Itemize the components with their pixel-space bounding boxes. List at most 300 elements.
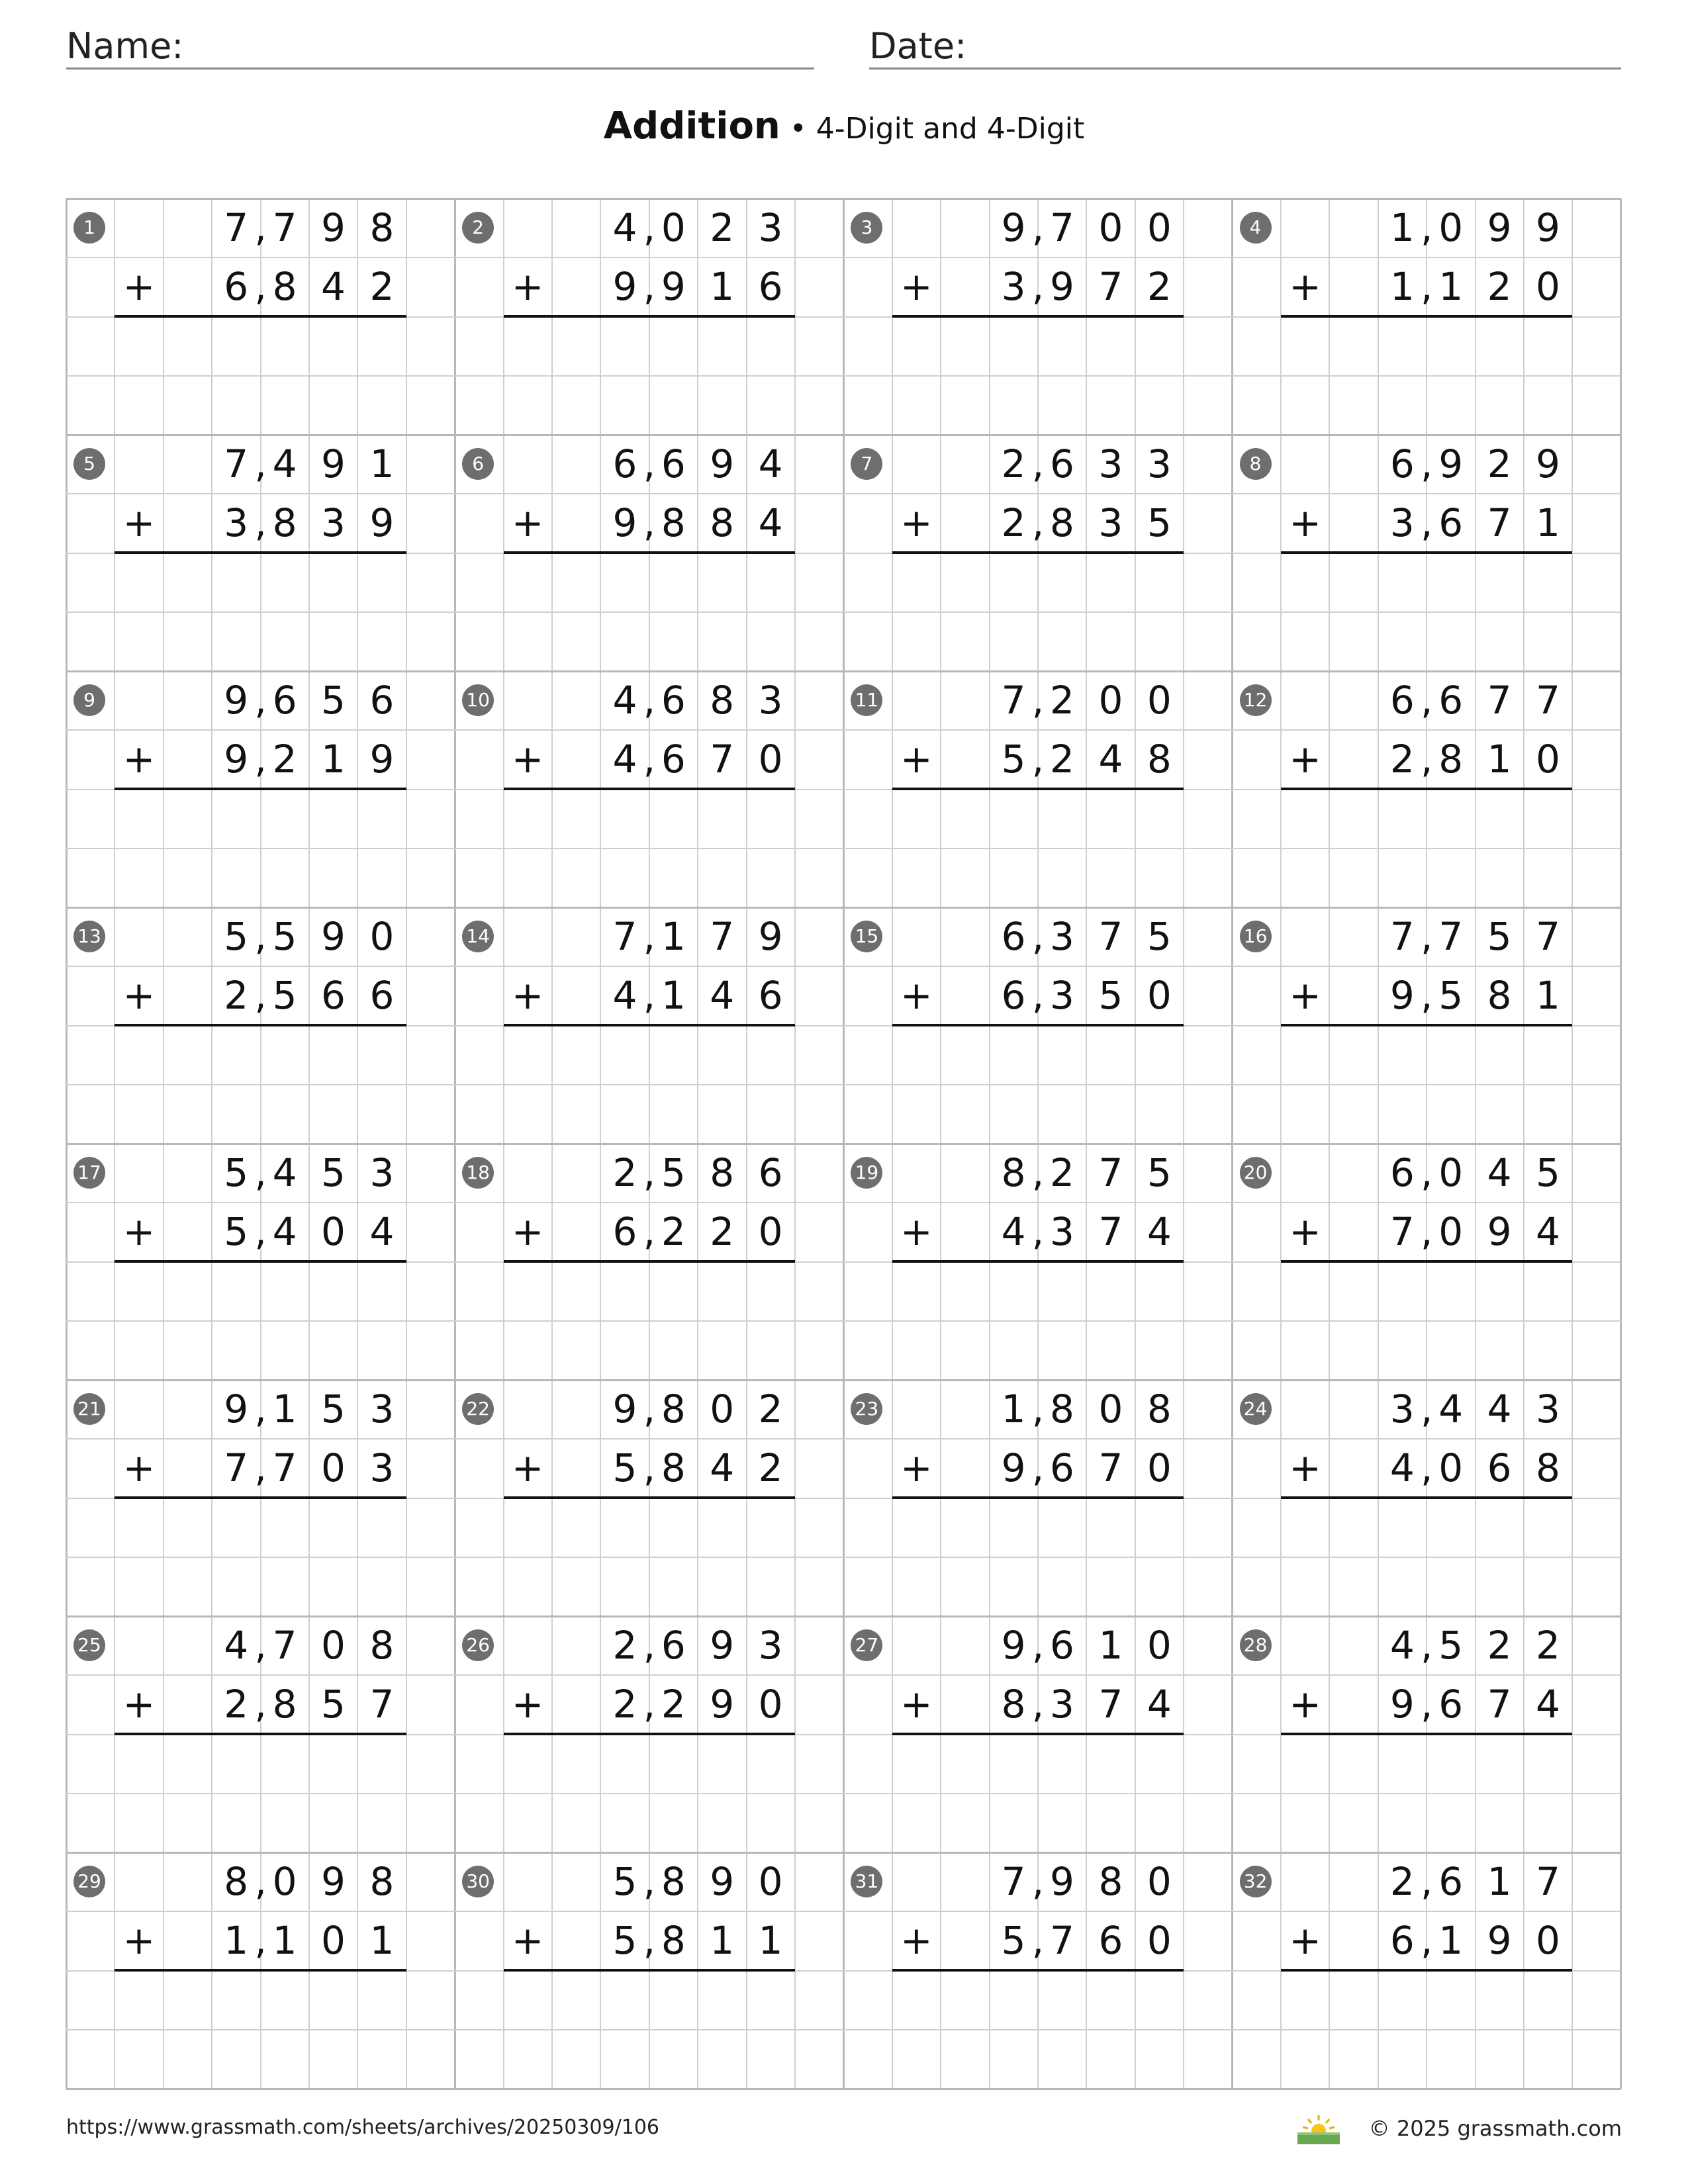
addend-digit: 6 [1001,914,1026,959]
addend-digit: 0 [758,737,783,782]
addend-digit: 9 [758,914,783,959]
addend-digit: 2 [224,973,249,1019]
answer-input-area[interactable] [115,1026,406,1144]
addend-digit: 7 [1098,1209,1123,1255]
addend-digit: 0 [321,1445,346,1491]
addend-digit: 2 [612,1623,637,1668]
addend-digit: 1 [1438,1918,1464,1964]
thousands-separator: , [643,1682,656,1727]
addend-digit: 7 [1536,1859,1560,1904]
answer-input-area[interactable] [115,1735,406,1853]
addend-digit: 4 [710,973,735,1019]
answer-input-area[interactable] [115,553,406,672]
answer-input-area[interactable] [892,1498,1184,1617]
answer-input-area[interactable] [892,1971,1184,2089]
addend-digit: 7 [1050,205,1074,250]
addend-digit: 9 [1487,1209,1512,1255]
addend-digit: 7 [1098,1150,1123,1195]
addend-digit: 1 [661,973,686,1019]
thousands-separator: , [643,1445,656,1491]
addend-digit: 7 [1050,1918,1074,1964]
problem-number-badge: 9 [73,684,105,716]
answer-input-area[interactable] [115,1971,406,2089]
addend-digit: 7 [1001,1859,1026,1904]
addend-digit: 5 [1001,1918,1026,1964]
addend-digit: 6 [661,678,686,723]
addend-digit: 2 [224,1682,249,1727]
addend-digit: 8 [1487,973,1512,1019]
problem-number-badge: 5 [73,448,105,480]
addend-digit: 5 [321,1150,346,1195]
thousands-separator: , [643,1150,656,1195]
plus-operator: + [122,973,156,1019]
addend-digit: 6 [1438,1682,1464,1727]
plus-operator: + [1289,1209,1321,1255]
addend-digit: 1 [1438,264,1464,310]
addend-digit: 9 [1001,1623,1026,1668]
addend-digit: 2 [272,737,297,782]
addend-digit: 3 [1098,441,1123,486]
addend-digit: 2 [1536,1623,1560,1668]
addend-digit: 7 [1536,914,1560,959]
addend-digit: 7 [612,914,637,959]
problem-number-badge: 10 [462,684,494,716]
problem-number-badge: 28 [1240,1629,1272,1661]
problem-number-badge: 25 [73,1629,105,1661]
addend-digit: 0 [321,1918,346,1964]
thousands-separator: , [1420,678,1433,723]
thousands-separator: , [254,914,267,959]
thousands-separator: , [254,1387,267,1432]
addend-digit: 0 [758,1209,783,1255]
thousands-separator: , [254,737,267,782]
thousands-separator: , [254,1623,267,1668]
plus-operator: + [511,737,544,782]
addend-digit: 5 [272,973,297,1019]
answer-input-area[interactable] [504,1735,795,1853]
addend-digit: 6 [1050,441,1074,486]
addend-digit: 7 [1389,1209,1415,1255]
date-label: Date: [869,25,967,67]
answer-input-area[interactable] [1281,1735,1572,1853]
addend-digit: 4 [1487,1150,1512,1195]
addend-digit: 9 [369,737,395,782]
addend-digit: 6 [1389,1150,1415,1195]
plus-operator: + [900,1682,933,1727]
addend-digit: 8 [1536,1445,1560,1491]
worksheet-title [0,105,1688,148]
plus-operator: + [1289,1445,1321,1491]
addend-digit: 3 [1050,914,1074,959]
addend-digit: 6 [1438,1859,1464,1904]
addend-digit: 2 [710,205,735,250]
addend-digit: 6 [758,1150,783,1195]
addend-digit: 9 [224,678,249,723]
addend-digit: 8 [1001,1682,1026,1727]
thousands-separator: , [254,1209,267,1255]
addend-digit: 7 [1098,1682,1123,1727]
thousands-separator: , [1031,1387,1045,1432]
footer-brand [1295,2113,1622,2144]
addend-digit: 4 [369,1209,395,1255]
thousands-separator: , [1420,1918,1433,1964]
thousands-separator: , [643,1209,656,1255]
addend-digit: 9 [321,914,346,959]
addend-digit: 5 [661,1150,686,1195]
addend-digit: 1 [369,441,395,486]
answer-input-area[interactable] [1281,790,1572,908]
addend-digit: 5 [321,1387,346,1432]
addend-digit: 4 [1487,1387,1512,1432]
addend-digit: 3 [758,1623,783,1668]
thousands-separator: , [254,441,267,486]
addend-digit: 3 [1050,1209,1074,1255]
addend-digit: 9 [710,441,735,486]
answer-input-area[interactable] [1281,1262,1572,1381]
thousands-separator: , [643,1859,656,1904]
addend-digit: 6 [1389,678,1415,723]
addend-digit: 6 [1438,500,1464,546]
plus-operator: + [1289,973,1321,1019]
thousands-separator: , [1420,1387,1433,1432]
addend-digit: 1 [710,264,735,310]
answer-input-area[interactable] [1281,553,1572,672]
problem-grid [66,199,1621,2089]
addend-digit: 8 [272,1682,297,1727]
addend-digit: 6 [1438,678,1464,723]
thousands-separator: , [1031,1209,1045,1255]
addend-digit: 6 [1050,1623,1074,1668]
plus-operator: + [1289,1918,1321,1964]
addend-digit: 4 [1001,1209,1026,1255]
thousands-separator: , [1420,973,1433,1019]
thousands-separator: , [1031,914,1045,959]
addend-digit: 7 [1098,264,1123,310]
addend-digit: 3 [1147,441,1172,486]
addend-digit: 2 [661,1682,686,1727]
addend-digit: 9 [224,1387,249,1432]
addend-digit: 2 [1389,1859,1415,1904]
thousands-separator: , [254,1918,267,1964]
addend-digit: 9 [321,1859,346,1904]
addend-digit: 9 [1536,205,1560,250]
addend-digit: 0 [1536,737,1560,782]
addend-digit: 6 [758,264,783,310]
problem-number-badge: 16 [1240,921,1272,952]
answer-input-area[interactable] [504,1971,795,2089]
addend-digit: 2 [710,1209,735,1255]
thousands-separator: , [1420,1150,1433,1195]
thousands-separator: , [1031,1918,1045,1964]
addend-digit: 9 [661,264,686,310]
plus-operator: + [511,1682,544,1727]
answer-input-area[interactable] [892,790,1184,908]
thousands-separator: , [1031,1682,1045,1727]
thousands-separator: , [254,973,267,1019]
plus-operator: + [1289,737,1321,782]
thousands-separator: , [643,264,656,310]
addend-digit: 6 [1389,441,1415,486]
answer-input-area[interactable] [504,1026,795,1144]
plus-operator: + [511,1918,544,1964]
answer-input-area[interactable] [1281,1498,1572,1617]
thousands-separator: , [254,1682,267,1727]
addend-digit: 0 [1438,1209,1464,1255]
addend-digit: 1 [321,737,346,782]
addend-digit: 1 [1536,500,1560,546]
plus-operator: + [900,1209,933,1255]
answer-input-area[interactable] [504,790,795,908]
addend-digit: 7 [224,441,249,486]
answer-input-area[interactable] [892,553,1184,672]
plus-operator: + [1289,500,1321,546]
addend-digit: 6 [1001,973,1026,1019]
addend-digit: 5 [224,1150,249,1195]
thousands-separator: , [1420,500,1433,546]
addend-digit: 1 [1389,264,1415,310]
addend-digit: 8 [369,1623,395,1668]
answer-input-area[interactable] [115,1498,406,1617]
plus-operator: + [900,1445,933,1491]
addend-digit: 9 [321,205,346,250]
addend-digit: 4 [1536,1682,1560,1727]
addend-digit: 5 [1147,1150,1172,1195]
addend-digit: 4 [612,205,637,250]
date-field-line[interactable] [869,68,1621,69]
addend-digit: 8 [1050,500,1074,546]
answer-input-area[interactable] [115,1262,406,1381]
addend-digit: 1 [661,914,686,959]
addend-digit: 8 [710,500,735,546]
footer-copyright: © 2025 grassmath.com [1368,2116,1622,2141]
addend-digit: 4 [1389,1623,1415,1668]
problem-number-badge: 7 [851,448,882,480]
addend-digit: 8 [1050,1387,1074,1432]
problem-number-badge: 22 [462,1393,494,1425]
plus-operator: + [511,264,544,310]
addend-digit: 0 [758,1859,783,1904]
addend-digit: 3 [369,1150,395,1195]
thousands-separator: , [643,1623,656,1668]
addend-digit: 5 [1147,500,1172,546]
addend-digit: 7 [272,205,297,250]
plus-operator: + [511,1445,544,1491]
addend-digit: 7 [1001,678,1026,723]
problem-number-badge: 14 [462,921,494,952]
addend-digit: 2 [1050,1150,1074,1195]
answer-input-area[interactable] [892,1262,1184,1381]
addend-digit: 4 [272,1209,297,1255]
addend-digit: 1 [758,1918,783,1964]
answer-input-area[interactable] [115,790,406,908]
problem-number-badge: 30 [462,1866,494,1897]
name-label: Name: [66,25,184,67]
addend-digit: 7 [369,1682,395,1727]
addend-digit: 1 [369,1918,395,1964]
thousands-separator: , [1031,737,1045,782]
answer-input-area[interactable] [1281,317,1572,435]
thousands-separator: , [1420,205,1433,250]
answer-input-area[interactable] [892,1026,1184,1144]
thousands-separator: , [643,1387,656,1432]
addend-digit: 2 [1487,1623,1512,1668]
answer-input-area[interactable] [504,1262,795,1381]
addend-digit: 4 [758,441,783,486]
addend-digit: 0 [1147,1859,1172,1904]
addend-digit: 5 [1098,973,1123,1019]
addend-digit: 6 [272,678,297,723]
plus-operator: + [511,500,544,546]
addend-digit: 3 [1001,264,1026,310]
addend-digit: 1 [1536,973,1560,1019]
plus-operator: + [122,737,156,782]
plus-operator: + [900,1918,933,1964]
addend-digit: 8 [1147,737,1172,782]
addend-digit: 8 [272,264,297,310]
plus-operator: + [1289,1682,1321,1727]
problem-number-badge: 1 [73,212,105,244]
addend-digit: 4 [612,678,637,723]
addend-digit: 7 [272,1623,297,1668]
answer-input-area[interactable] [1281,1026,1572,1144]
addend-digit: 6 [369,973,395,1019]
addend-digit: 1 [1098,1623,1123,1668]
addend-digit: 6 [1487,1445,1512,1491]
thousands-separator: , [1031,678,1045,723]
thousands-separator: , [254,1445,267,1491]
addend-digit: 5 [272,914,297,959]
addend-digit: 3 [321,500,346,546]
footer-url: https://www.grassmath.com/sheets/archives/20250309/106 [66,2116,660,2139]
addend-digit: 9 [1001,205,1026,250]
addend-digit: 9 [1438,441,1464,486]
addend-digit: 3 [1389,500,1415,546]
answer-input-area[interactable] [892,317,1184,435]
addend-digit: 6 [1389,1918,1415,1964]
addend-digit: 4 [612,737,637,782]
thousands-separator: , [1031,264,1045,310]
addend-digit: 8 [1098,1859,1123,1904]
plus-operator: + [122,1682,156,1727]
problem-number-badge: 17 [73,1157,105,1189]
addend-digit: 3 [369,1387,395,1432]
addend-digit: 9 [369,500,395,546]
plus-operator: + [122,1918,156,1964]
addend-digit: 8 [661,1859,686,1904]
answer-input-area[interactable] [504,553,795,672]
addend-digit: 5 [224,1209,249,1255]
grass-sun-logo-icon [1295,2113,1342,2144]
thousands-separator: , [1420,1859,1433,1904]
addend-digit: 5 [321,1682,346,1727]
answer-input-area[interactable] [892,1735,1184,1853]
thousands-separator: , [1420,737,1433,782]
addend-digit: 0 [1147,1445,1172,1491]
addend-digit: 6 [1050,1445,1074,1491]
addend-digit: 4 [272,1150,297,1195]
addend-digit: 8 [661,1445,686,1491]
thousands-separator: , [1420,264,1433,310]
problem-number-badge: 24 [1240,1393,1272,1425]
addend-digit: 4 [272,441,297,486]
addend-digit: 9 [612,1387,637,1432]
thousands-separator: , [254,1150,267,1195]
addend-digit: 7 [224,1445,249,1491]
problem-number-badge: 23 [851,1393,882,1425]
thousands-separator: , [1031,500,1045,546]
addend-digit: 1 [1389,205,1415,250]
addend-digit: 0 [1147,973,1172,1019]
title-subtitle: • 4-Digit and 4-Digit [780,112,1085,146]
plus-operator: + [122,1209,156,1255]
problem-number-badge: 20 [1240,1157,1272,1189]
problem-number-badge: 12 [1240,684,1272,716]
addend-digit: 2 [1487,441,1512,486]
addend-digit: 8 [661,500,686,546]
addend-digit: 0 [1438,1150,1464,1195]
addend-digit: 4 [1147,1209,1172,1255]
addend-digit: 7 [1536,678,1560,723]
addend-digit: 0 [1147,205,1172,250]
addend-digit: 6 [612,1209,637,1255]
thousands-separator: , [643,500,656,546]
addend-digit: 6 [369,678,395,723]
addend-digit: 7 [710,737,735,782]
answer-input-area[interactable] [504,317,795,435]
thousands-separator: , [643,914,656,959]
addend-digit: 0 [661,205,686,250]
addend-digit: 3 [1050,1682,1074,1727]
answer-input-area[interactable] [115,317,406,435]
addend-digit: 0 [710,1387,735,1432]
addend-digit: 5 [1001,737,1026,782]
addend-digit: 1 [272,1918,297,1964]
addend-digit: 3 [758,678,783,723]
addend-digit: 1 [1001,1387,1026,1432]
addend-digit: 8 [224,1859,249,1904]
addend-digit: 2 [661,1209,686,1255]
addend-digit: 8 [661,1387,686,1432]
addend-digit: 4 [612,973,637,1019]
addend-digit: 9 [1001,1445,1026,1491]
addend-digit: 0 [321,1209,346,1255]
addend-digit: 5 [1438,1623,1464,1668]
addend-digit: 5 [612,1859,637,1904]
addend-digit: 4 [1438,1387,1464,1432]
addend-digit: 9 [1536,441,1560,486]
problem-number-badge: 8 [1240,448,1272,480]
addend-digit: 6 [224,264,249,310]
plus-operator: + [900,264,933,310]
name-field-line[interactable] [66,68,814,69]
addend-digit: 7 [272,1445,297,1491]
addend-digit: 8 [661,1918,686,1964]
answer-input-area[interactable] [504,1498,795,1617]
addend-digit: 3 [1098,500,1123,546]
addend-digit: 0 [1147,678,1172,723]
addend-digit: 2 [1389,737,1415,782]
plus-operator: + [511,973,544,1019]
addend-digit: 8 [369,1859,395,1904]
thousands-separator: , [1420,441,1433,486]
thousands-separator: , [1031,1150,1045,1195]
thousands-separator: , [643,973,656,1019]
addend-digit: 9 [1487,205,1512,250]
problem-number-badge: 3 [851,212,882,244]
addend-digit: 7 [1389,914,1415,959]
addend-digit: 4 [1536,1209,1560,1255]
answer-input-area[interactable] [1281,1971,1572,2089]
